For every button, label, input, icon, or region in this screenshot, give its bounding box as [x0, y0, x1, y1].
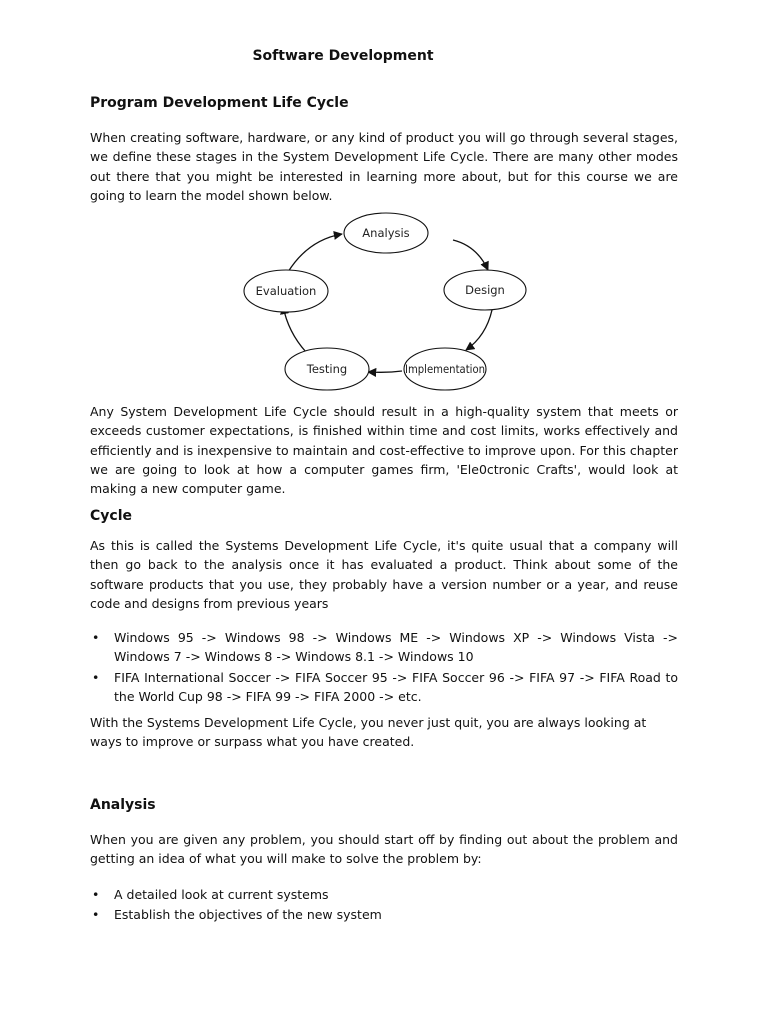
list-item: [90, 668, 678, 707]
cycle-bullet-list: [90, 628, 678, 707]
analysis-intro-paragraph: When you are given any problem, you should start off by finding out about the problem and getting an idea of what you will make to solve the problem by:: [90, 832, 678, 867]
analysis-bullet-list: [90, 885, 678, 926]
document-title: Software Development: [252, 48, 434, 64]
stage-label-analysis: Analysis: [362, 226, 410, 240]
stage-node-evaluation: [244, 270, 328, 312]
list-item-text: Windows 95 -> Windows 98 -> Windows ME -> Windows XP -> Windows Vista -> Windows 7 -> Windows 8 -> Windows 8.1 -> Windows 10: [114, 630, 678, 665]
stage-node-analysis: [344, 213, 428, 253]
heading-program-development-life-cycle: Program Development Life Cycle: [90, 95, 349, 111]
arrow-analysis-to-design: [453, 240, 488, 270]
bullet-icon: •: [92, 907, 100, 923]
cycle-outro-paragraph: With the Systems Development Life Cycle, you never just quit, you are always looking at ways to improve or surpass what you have created.: [90, 715, 647, 750]
pdlc-intro-paragraph: When creating software, hardware, or any kind of product you will go through several stages, we define these stages in the System Development Life Cycle. There are many other modes out there that you might be interested in learning more about, but for this course we are going to learn the model shown below.: [90, 130, 678, 203]
list-item: [90, 885, 678, 904]
stage-label-testing: Testing: [306, 362, 348, 376]
arrow-design-to-implementation: [466, 310, 492, 350]
stage-node-testing: [285, 348, 369, 390]
bullet-icon: •: [92, 630, 100, 645]
list-item: [90, 628, 678, 667]
bullet-icon: •: [92, 669, 100, 685]
heading-analysis: Analysis: [90, 797, 156, 813]
bullet-icon: •: [92, 887, 100, 902]
pdlc-after-diagram-paragraph: Any System Development Life Cycle should result in a high-quality system that meets or exceeds customer expectations, is finished within time and cost limits, works effectively and efficiently and is inexpensive to maintain and cost-effective to improve upon. For this chapter we are going to look at how a computer games firm, 'Ele0ctronic Crafts', would look at making a new computer game.: [90, 404, 678, 497]
arrow-implementation-to-testing: [368, 371, 402, 372]
arrow-evaluation-to-analysis: [288, 234, 342, 272]
heading-cycle: Cycle: [90, 508, 132, 524]
life-cycle-diagram: [230, 208, 540, 396]
list-item-text: FIFA International Soccer -> FIFA Soccer 95 -> FIFA Soccer 96 -> FIFA 97 -> FIFA Road to the World Cup 98 -> FIFA 99 -> FIFA 2000 -> etc.: [114, 669, 678, 704]
list-item-text: A detailed look at current systems: [114, 887, 329, 902]
cycle-intro-paragraph: As this is called the Systems Development Life Cycle, it's quite usual that a company will then go back to the analysis once it has evaluated a product. Think about some of the software products that you use, they probably have a version number or a year, and reuse code and designs from previous years: [90, 538, 678, 611]
stage-label-evaluation: Evaluation: [255, 284, 317, 298]
stage-node-design: [444, 270, 526, 310]
stage-node-implementation: [404, 348, 486, 390]
stage-label-design: Design: [465, 283, 505, 297]
stage-label-implementation: Implementation: [405, 362, 485, 376]
list-item: [90, 905, 678, 924]
list-item-text: Establish the objectives of the new system: [114, 907, 382, 923]
arrow-testing-to-evaluation: [283, 306, 306, 352]
